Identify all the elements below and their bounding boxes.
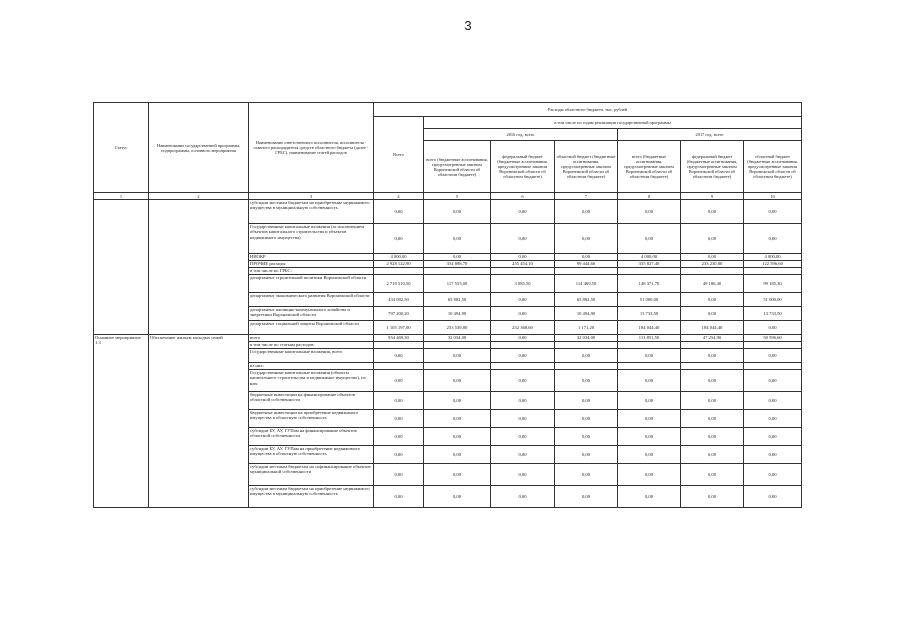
value-cell: 0,00	[374, 392, 424, 410]
header-total: Всего	[374, 117, 424, 193]
value-cell: 0,00	[744, 349, 802, 363]
value-cell	[618, 342, 681, 349]
value-cell: 0,00	[681, 224, 744, 254]
header-col5: всего (бюджетные ассигнования, предусмотренные законом Воронежской области об областном бюджете)	[424, 141, 491, 193]
value-cell: 0,00	[491, 293, 555, 307]
value-cell: 0,00	[618, 410, 681, 428]
value-cell: 0,00	[681, 410, 744, 428]
value-cell: 0,00	[555, 428, 618, 446]
value-cell: 4 000,00	[618, 254, 681, 261]
value-cell: 1 171,20	[555, 321, 618, 335]
value-cell	[424, 363, 491, 370]
value-cell: 1 105 197,00	[374, 321, 424, 335]
value-cell: 0,00	[681, 464, 744, 486]
row-label: НИОКР	[249, 254, 374, 261]
value-cell: 0,00	[744, 200, 802, 224]
value-cell: 113 851,50	[618, 335, 681, 342]
value-cell: 0,00	[744, 464, 802, 486]
value-cell	[424, 268, 491, 275]
header-col6: федеральный бюджет (бюджетные ассигнования, предусмотренные законом Воронежской области об областном бюджете)	[491, 141, 555, 193]
value-cell	[681, 342, 744, 349]
table-row	[94, 200, 802, 224]
value-cell: 10 494,90	[555, 307, 618, 321]
value-cell	[491, 363, 555, 370]
value-cell: 148 371,70	[618, 275, 681, 293]
value-cell: 4 000,00	[744, 254, 802, 261]
value-cell	[744, 342, 802, 349]
value-cell: 355 827,40	[618, 261, 681, 268]
value-cell: 0,00	[681, 486, 744, 508]
value-cell	[618, 363, 681, 370]
value-cell: 0,00	[681, 254, 744, 261]
value-cell	[374, 268, 424, 275]
value-cell: 114 469,50	[555, 275, 618, 293]
value-cell: 0,00	[681, 293, 744, 307]
value-cell: 0,00	[374, 200, 424, 224]
row-label: всего	[249, 335, 374, 342]
value-cell: 0,00	[424, 370, 491, 392]
value-cell	[374, 363, 424, 370]
value-cell: 0,00	[555, 446, 618, 464]
value-cell: 51 000,00	[744, 293, 802, 307]
value-cell	[681, 268, 744, 275]
column-number: 1	[94, 193, 149, 200]
value-cell: 0,00	[744, 321, 802, 335]
value-cell: 0,00	[374, 224, 424, 254]
value-cell: 99 185,30	[744, 275, 802, 293]
value-cell: 184 044,40	[681, 321, 744, 335]
row-label: субсидии местным бюджетам на приобретение недвижимого имущества в муниципальную собственность	[249, 486, 374, 508]
row-label: субсидии местным бюджетам на софинансирование объектов муниципальной собственности	[249, 464, 374, 486]
value-cell	[744, 268, 802, 275]
value-cell: 0,00	[555, 254, 618, 261]
value-cell: 2 928 122,90	[374, 261, 424, 268]
value-cell: 0,00	[744, 370, 802, 392]
header-expenses-title: Расходы областного бюджета, тыс. рублей	[374, 103, 802, 117]
header-status: Статус	[94, 103, 149, 193]
column-number: 4	[374, 193, 424, 200]
column-numbers-row	[94, 193, 802, 200]
value-cell: 184 044,40	[618, 321, 681, 335]
value-cell: 0,00	[491, 392, 555, 410]
value-cell: 0,00	[681, 349, 744, 363]
value-cell: 0,00	[374, 446, 424, 464]
value-cell: 10 494,90	[424, 307, 491, 321]
value-cell: 0,00	[491, 224, 555, 254]
value-cell: 13 733,50	[744, 307, 802, 321]
row-label: бюджетные инвестиции на приобретение недвижимого имущества в областную собственность	[249, 410, 374, 428]
value-cell: 0,00	[744, 486, 802, 508]
value-cell: 0,00	[491, 349, 555, 363]
value-cell: 255 454,10	[491, 261, 555, 268]
value-cell: 0,00	[744, 224, 802, 254]
column-number: 7	[555, 193, 618, 200]
value-cell: 0,00	[681, 370, 744, 392]
table-body-section-b	[94, 335, 802, 508]
table-body-section-a	[94, 200, 802, 335]
value-cell	[555, 268, 618, 275]
value-cell: 0,00	[744, 428, 802, 446]
value-cell	[491, 268, 555, 275]
value-cell: 0,00	[424, 392, 491, 410]
budget-table	[93, 102, 802, 508]
value-cell: 0,00	[618, 200, 681, 224]
column-number: 2	[149, 193, 249, 200]
row-label: департамент жилищно-коммунального хозяйства и энергетики Воронежской области	[249, 307, 374, 321]
value-cell: 4 000,00	[374, 254, 424, 261]
empty-merged-cell	[149, 200, 249, 335]
column-number: 10	[744, 193, 802, 200]
value-cell: 0,00	[618, 428, 681, 446]
value-cell	[555, 363, 618, 370]
value-cell: 50 596,60	[744, 335, 802, 342]
value-cell: 0,00	[491, 370, 555, 392]
value-cell: 0,00	[744, 410, 802, 428]
value-cell: 0,00	[491, 307, 555, 321]
row-label: департамент строительной политики Воронежской области	[249, 275, 374, 293]
value-cell: 0,00	[491, 428, 555, 446]
value-cell	[618, 268, 681, 275]
value-cell: 0,00	[424, 464, 491, 486]
value-cell: 797 200,20	[374, 307, 424, 321]
main-event-status: Основное мероприятие 1.3	[94, 335, 149, 508]
value-cell: 0,00	[681, 307, 744, 321]
value-cell: 253 539,80	[424, 321, 491, 335]
value-cell: 0,00	[618, 486, 681, 508]
value-cell: 0,00	[424, 224, 491, 254]
value-cell: 0,00	[424, 200, 491, 224]
value-cell: 0,00	[618, 446, 681, 464]
header-executor: Наименование ответственного исполнителя, исполнителя - главного распорядителя средств областного бюджета (далее - ГРБС), наименование статей расходов	[249, 103, 374, 193]
value-cell: 0,00	[424, 349, 491, 363]
value-cell: 233 230,80	[681, 261, 744, 268]
row-label: Государственные капитальные вложения, всего	[249, 349, 374, 363]
value-cell: 122 596,60	[744, 261, 802, 268]
value-cell: 0,00	[555, 349, 618, 363]
value-cell: 0,00	[424, 486, 491, 508]
value-cell: 0,00	[555, 410, 618, 428]
value-cell: 0,00	[618, 224, 681, 254]
row-label: субсидии БУ, АУ, ГУПам на приобретение недвижимого имущества в областную собственность	[249, 446, 374, 464]
row-label: Государственные капитальные вложения (за исключением объектов капитального строительства и объектов недвижимого имущества)	[249, 224, 374, 254]
value-cell: 0,00	[681, 200, 744, 224]
value-cell: 32 034,00	[555, 335, 618, 342]
value-cell: 0,00	[374, 464, 424, 486]
value-cell: 0,00	[555, 200, 618, 224]
value-cell: 0,00	[491, 200, 555, 224]
value-cell: 0,00	[681, 392, 744, 410]
value-cell	[374, 342, 424, 349]
value-cell: 0,00	[424, 254, 491, 261]
value-cell: 0,00	[374, 349, 424, 363]
value-cell: 65 882,50	[424, 293, 491, 307]
value-cell	[424, 342, 491, 349]
value-cell: 0,00	[555, 392, 618, 410]
column-number: 6	[491, 193, 555, 200]
value-cell: 99 444,60	[555, 261, 618, 268]
value-cell: 0,00	[555, 224, 618, 254]
value-cell: 0,00	[424, 428, 491, 446]
value-cell: 0,00	[491, 464, 555, 486]
row-label: бюджетные инвестиции на финансирование объектов областной собственности	[249, 392, 374, 410]
value-cell: 0,00	[424, 446, 491, 464]
header-by-years: в том числе по годам реализации государственной программы	[424, 117, 802, 129]
value-cell: 0,00	[374, 428, 424, 446]
row-label: субсидии местным бюджетам на приобретение недвижимого имущества в муниципальную собственность	[249, 200, 374, 224]
empty-merged-cell	[94, 200, 149, 335]
value-cell: 0,00	[555, 370, 618, 392]
value-cell: 0,00	[374, 370, 424, 392]
value-cell: 434 082,50	[374, 293, 424, 307]
row-label: из них:	[249, 363, 374, 370]
value-cell: 0,00	[491, 254, 555, 261]
value-cell	[744, 363, 802, 370]
value-cell: 0,00	[374, 486, 424, 508]
value-cell: 0,00	[618, 464, 681, 486]
value-cell: 0,00	[424, 410, 491, 428]
header-year-2017: 2017 год, всего	[618, 129, 802, 141]
column-number: 5	[424, 193, 491, 200]
value-cell: 0,00	[491, 335, 555, 342]
value-cell: 32 034,00	[424, 335, 491, 342]
value-cell: 354 898,70	[424, 261, 491, 268]
value-cell: 117 555,00	[424, 275, 491, 293]
value-cell: 0,00	[618, 392, 681, 410]
value-cell: 3 085,50	[491, 275, 555, 293]
value-cell: 0,00	[555, 486, 618, 508]
value-cell: 47 254,90	[681, 335, 744, 342]
value-cell: 0,00	[618, 370, 681, 392]
value-cell: 0,00	[681, 428, 744, 446]
value-cell: 0,00	[491, 410, 555, 428]
value-cell: 954 469,30	[374, 335, 424, 342]
column-number: 9	[681, 193, 744, 200]
main-event-name: Обеспечение жильем молодых семей	[149, 335, 249, 508]
table-row	[94, 335, 802, 342]
row-label: департамент социальной защиты Воронежской области	[249, 321, 374, 335]
row-label: субсидии БУ, АУ, ГУПам на финансирование объектов областной собственности	[249, 428, 374, 446]
value-cell: 0,00	[374, 410, 424, 428]
row-label: в том числе по ГРБС:	[249, 268, 374, 275]
value-cell: 0,00	[491, 486, 555, 508]
value-cell	[681, 363, 744, 370]
header-year-2016: 2016 год, всего	[424, 129, 618, 141]
value-cell	[491, 342, 555, 349]
value-cell: 0,00	[555, 464, 618, 486]
value-cell: 2 718 510,50	[374, 275, 424, 293]
page-number: 3	[464, 18, 472, 33]
value-cell: 13 733,50	[618, 307, 681, 321]
column-number: 3	[249, 193, 374, 200]
value-cell: 65 882,50	[555, 293, 618, 307]
header-col8: всего (бюджетные ассигнования, предусмотренные законом Воронежской области об областном бюджете)	[618, 141, 681, 193]
value-cell: 0,00	[618, 349, 681, 363]
header-col9: федеральный бюджет (бюджетные ассигнования, предусмотренные законом Воронежской области об областном бюджете)	[681, 141, 744, 193]
value-cell: 51 000,00	[618, 293, 681, 307]
value-cell	[555, 342, 618, 349]
header-program-name: Наименование государственной программы, подпрограммы, основного мероприятия	[149, 103, 249, 193]
value-cell: 0,00	[681, 446, 744, 464]
value-cell: 252 368,60	[491, 321, 555, 335]
column-number: 8	[618, 193, 681, 200]
header-col10: областной бюджет (бюджетные ассигнования, предусмотренные законом Воронежской области об областном бюджете)	[744, 141, 802, 193]
value-cell: 0,00	[744, 446, 802, 464]
row-label: в том числе по статьям расходов:	[249, 342, 374, 349]
row-label: департамент экономического развития Воронежской области	[249, 293, 374, 307]
table-header	[94, 103, 802, 200]
header-col7: областной бюджет (бюджетные ассигнования, предусмотренные законом Воронежской области об областном бюджете)	[555, 141, 618, 193]
value-cell: 0,00	[491, 446, 555, 464]
row-label: Государственные капитальные вложения (объекты капитального строительства и недвижимое имущество), из них:	[249, 370, 374, 392]
value-cell: 49 186,40	[681, 275, 744, 293]
value-cell: 0,00	[744, 392, 802, 410]
row-label: ПРОЧИЕ расходы	[249, 261, 374, 268]
